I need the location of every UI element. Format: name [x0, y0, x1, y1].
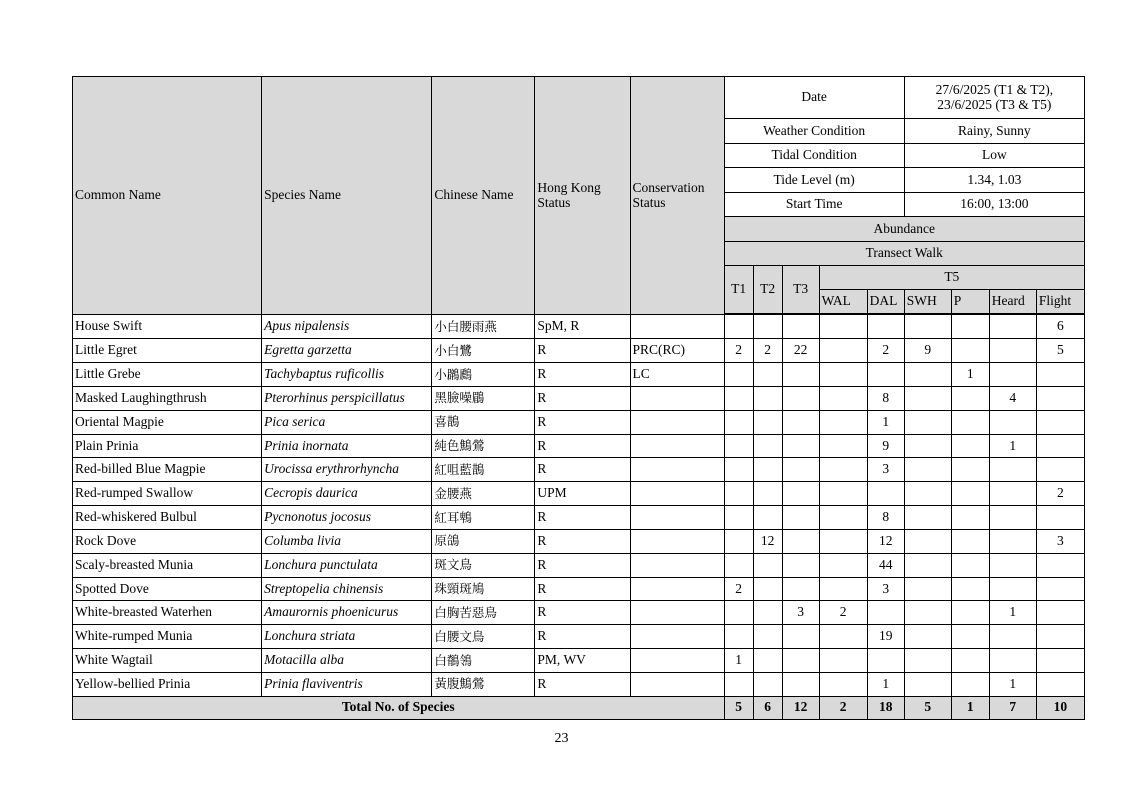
t1-cell: [724, 434, 753, 458]
t3-cell: [782, 363, 819, 387]
hk-status-cell: PM, WV: [535, 649, 630, 673]
t2-cell: 12: [753, 529, 782, 553]
wal-cell: [819, 649, 867, 673]
chinese-name-cell: 黑臉噪鶥: [432, 386, 535, 410]
header-conservation-status: Conservation Status: [630, 77, 724, 315]
chinese-name-cell: 白胸苦惡鳥: [432, 601, 535, 625]
conservation-status-cell: [630, 506, 724, 530]
species-rows: [73, 315, 1085, 696]
t3-cell: [782, 529, 819, 553]
t2-cell: [753, 625, 782, 649]
conservation-status-cell: [630, 315, 724, 339]
t3-cell: [782, 315, 819, 339]
total-t3: 12: [782, 696, 819, 719]
species-name-cell: Streptopelia chinensis: [262, 577, 432, 601]
t1-cell: [724, 506, 753, 530]
t1-cell: [724, 625, 753, 649]
hk-status-cell: R: [535, 506, 630, 530]
common-name-cell: Scaly-breasted Munia: [73, 553, 262, 577]
total-heard: 7: [989, 696, 1036, 719]
wal-cell: [819, 506, 867, 530]
table-row: [73, 315, 1085, 339]
header-t3: T3: [782, 265, 819, 313]
flight-cell: [1036, 363, 1084, 387]
common-name-cell: Little Egret: [73, 339, 262, 363]
common-name-cell: Plain Prinia: [73, 434, 262, 458]
hk-status-cell: R: [535, 601, 630, 625]
conservation-status-cell: [630, 649, 724, 673]
hk-status-cell: R: [535, 529, 630, 553]
weather-label: Weather Condition: [724, 119, 904, 143]
t3-cell: [782, 649, 819, 673]
dal-cell: 8: [867, 386, 904, 410]
table-row: [73, 649, 1085, 673]
t3-cell: [782, 672, 819, 696]
header-wal: WAL: [819, 290, 867, 314]
species-name-cell: Egretta garzetta: [262, 339, 432, 363]
conservation-status-cell: [630, 601, 724, 625]
page-number: 23: [554, 731, 569, 746]
table-row: [73, 506, 1085, 530]
heard-cell: 1: [989, 672, 1036, 696]
t2-cell: [753, 363, 782, 387]
wal-cell: [819, 315, 867, 339]
chinese-name-cell: 白鶺鴒: [432, 649, 535, 673]
hk-status-cell: R: [535, 577, 630, 601]
date-value-line1: 27/6/2025 (T1 & T2),: [935, 81, 1054, 97]
t3-cell: [782, 434, 819, 458]
swh-cell: [904, 649, 951, 673]
t2-cell: [753, 434, 782, 458]
t1-cell: 2: [724, 339, 753, 363]
tidal-label: Tidal Condition: [724, 143, 904, 167]
common-name-cell: White Wagtail: [73, 649, 262, 673]
t1-cell: [724, 482, 753, 506]
t2-cell: [753, 482, 782, 506]
p-cell: [951, 434, 989, 458]
swh-cell: [904, 386, 951, 410]
header-t5: T5: [819, 265, 1084, 289]
header-hk-status: Hong Kong Status: [535, 77, 630, 315]
date-label: Date: [724, 77, 904, 119]
heard-cell: 1: [989, 434, 1036, 458]
t2-cell: [753, 458, 782, 482]
swh-cell: [904, 553, 951, 577]
t1-cell: [724, 529, 753, 553]
header-t1: T1: [724, 265, 753, 313]
t2-cell: [753, 410, 782, 434]
flight-cell: [1036, 506, 1084, 530]
start-time-label: Start Time: [724, 193, 904, 217]
wal-cell: [819, 386, 867, 410]
flight-cell: [1036, 672, 1084, 696]
common-name-cell: Red-billed Blue Magpie: [73, 458, 262, 482]
t2-cell: [753, 672, 782, 696]
total-swh: 5: [904, 696, 951, 719]
conservation-status-cell: [630, 434, 724, 458]
dal-cell: 2: [867, 339, 904, 363]
hk-status-cell: SpM, R: [535, 315, 630, 339]
t3-cell: 22: [782, 339, 819, 363]
wal-cell: [819, 363, 867, 387]
hk-status-cell: R: [535, 458, 630, 482]
header-common-name: Common Name: [73, 77, 262, 315]
table-row: [73, 482, 1085, 506]
species-name-cell: Prinia inornata: [262, 434, 432, 458]
swh-cell: [904, 482, 951, 506]
wal-cell: [819, 458, 867, 482]
t1-cell: [724, 553, 753, 577]
total-dal: 18: [867, 696, 904, 719]
common-name-cell: House Swift: [73, 315, 262, 339]
flight-cell: [1036, 601, 1084, 625]
table-row: [73, 386, 1085, 410]
dal-cell: [867, 482, 904, 506]
wal-cell: [819, 553, 867, 577]
wal-cell: [819, 410, 867, 434]
t2-cell: [753, 577, 782, 601]
table-row: [73, 625, 1085, 649]
t3-cell: [782, 506, 819, 530]
p-cell: [951, 672, 989, 696]
flight-cell: 2: [1036, 482, 1084, 506]
swh-cell: [904, 529, 951, 553]
flight-cell: [1036, 458, 1084, 482]
dal-cell: 1: [867, 672, 904, 696]
common-name-cell: Masked Laughingthrush: [73, 386, 262, 410]
flight-cell: 3: [1036, 529, 1084, 553]
total-t1: 5: [724, 696, 753, 719]
conservation-status-cell: [630, 410, 724, 434]
tide-level-label: Tide Level (m): [724, 167, 904, 192]
common-name-cell: White-breasted Waterhen: [73, 601, 262, 625]
chinese-name-cell: 白腰文鳥: [432, 625, 535, 649]
table-row: [73, 434, 1085, 458]
p-cell: 1: [951, 363, 989, 387]
dal-cell: [867, 363, 904, 387]
hk-status-cell: R: [535, 410, 630, 434]
t1-cell: [724, 601, 753, 625]
conservation-status-cell: [630, 625, 724, 649]
p-cell: [951, 339, 989, 363]
table-row: [73, 577, 1085, 601]
p-cell: [951, 601, 989, 625]
p-cell: [951, 529, 989, 553]
swh-cell: [904, 410, 951, 434]
total-label: Total No. of Species: [73, 696, 725, 719]
chinese-name-cell: 原鴿: [432, 529, 535, 553]
flight-cell: [1036, 625, 1084, 649]
p-cell: [951, 386, 989, 410]
t2-cell: [753, 601, 782, 625]
t1-cell: [724, 363, 753, 387]
flight-cell: [1036, 386, 1084, 410]
species-name-cell: Motacilla alba: [262, 649, 432, 673]
hk-status-cell: R: [535, 625, 630, 649]
common-name-cell: Red-whiskered Bulbul: [73, 506, 262, 530]
common-name-cell: Spotted Dove: [73, 577, 262, 601]
heard-cell: 1: [989, 601, 1036, 625]
wal-cell: [819, 482, 867, 506]
p-cell: [951, 458, 989, 482]
common-name-cell: Little Grebe: [73, 363, 262, 387]
t1-cell: [724, 315, 753, 339]
conservation-status-cell: [630, 458, 724, 482]
table-row: [73, 363, 1085, 387]
chinese-name-cell: 紅耳鵯: [432, 506, 535, 530]
swh-cell: [904, 625, 951, 649]
tide-level-value: 1.34, 1.03: [904, 167, 1084, 192]
t2-cell: [753, 315, 782, 339]
t3-cell: [782, 386, 819, 410]
flight-cell: 6: [1036, 315, 1084, 339]
heard-cell: [989, 506, 1036, 530]
hk-status-cell: R: [535, 553, 630, 577]
swh-cell: 9: [904, 339, 951, 363]
heard-cell: [989, 529, 1036, 553]
t1-cell: 1: [724, 649, 753, 673]
common-name-cell: Red-rumped Swallow: [73, 482, 262, 506]
species-name-cell: Pterorhinus perspicillatus: [262, 386, 432, 410]
p-cell: [951, 506, 989, 530]
swh-cell: [904, 458, 951, 482]
heard-cell: [989, 553, 1036, 577]
start-time-value: 16:00, 13:00: [904, 193, 1084, 217]
heard-cell: 4: [989, 386, 1036, 410]
wal-cell: [819, 529, 867, 553]
wal-cell: [819, 339, 867, 363]
flight-cell: [1036, 649, 1084, 673]
t3-cell: [782, 410, 819, 434]
swh-cell: [904, 506, 951, 530]
header-flight: Flight: [1036, 290, 1084, 314]
heard-cell: [989, 625, 1036, 649]
hk-status-cell: R: [535, 434, 630, 458]
species-name-cell: Lonchura punctulata: [262, 553, 432, 577]
t1-cell: 2: [724, 577, 753, 601]
species-name-cell: Tachybaptus ruficollis: [262, 363, 432, 387]
conservation-status-cell: [630, 577, 724, 601]
table-row: [73, 601, 1085, 625]
species-name-cell: Lonchura striata: [262, 625, 432, 649]
species-name-cell: Amaurornis phoenicurus: [262, 601, 432, 625]
common-name-cell: Oriental Magpie: [73, 410, 262, 434]
header-species-name: Species Name: [262, 77, 432, 315]
header-t2: T2: [753, 265, 782, 313]
chinese-name-cell: 珠頸斑鳩: [432, 577, 535, 601]
t1-cell: [724, 386, 753, 410]
species-name-cell: Columba livia: [262, 529, 432, 553]
t2-cell: [753, 649, 782, 673]
t1-cell: [724, 672, 753, 696]
chinese-name-cell: 小白鷺: [432, 339, 535, 363]
chinese-name-cell: 金腰燕: [432, 482, 535, 506]
dal-cell: 44: [867, 553, 904, 577]
p-cell: [951, 649, 989, 673]
conservation-status-cell: [630, 529, 724, 553]
dal-cell: 3: [867, 458, 904, 482]
chinese-name-cell: 喜鵲: [432, 410, 535, 434]
t1-cell: [724, 410, 753, 434]
chinese-name-cell: 斑文鳥: [432, 553, 535, 577]
table-row: [73, 410, 1085, 434]
swh-cell: [904, 434, 951, 458]
dal-cell: 8: [867, 506, 904, 530]
heard-cell: [989, 339, 1036, 363]
t2-cell: 2: [753, 339, 782, 363]
t3-cell: [782, 625, 819, 649]
date-value: [904, 77, 1084, 119]
total-wal: 2: [819, 696, 867, 719]
flight-cell: [1036, 553, 1084, 577]
dal-cell: 1: [867, 410, 904, 434]
species-name-cell: Pica serica: [262, 410, 432, 434]
wal-cell: [819, 434, 867, 458]
swh-cell: [904, 315, 951, 339]
swh-cell: [904, 672, 951, 696]
t3-cell: [782, 553, 819, 577]
species-name-cell: Apus nipalensis: [262, 315, 432, 339]
flight-cell: [1036, 434, 1084, 458]
swh-cell: [904, 577, 951, 601]
t2-cell: [753, 506, 782, 530]
heard-cell: [989, 458, 1036, 482]
conservation-status-cell: [630, 672, 724, 696]
swh-cell: [904, 601, 951, 625]
t2-cell: [753, 386, 782, 410]
header-heard: Heard: [989, 290, 1036, 314]
heard-cell: [989, 482, 1036, 506]
t3-cell: [782, 577, 819, 601]
header-swh: SWH: [904, 290, 951, 314]
wal-cell: 2: [819, 601, 867, 625]
header-chinese-name: Chinese Name: [432, 77, 535, 315]
conservation-status-cell: [630, 386, 724, 410]
chinese-name-cell: 小白腰雨燕: [432, 315, 535, 339]
conservation-status-cell: LC: [630, 363, 724, 387]
swh-cell: [904, 363, 951, 387]
species-name-cell: Urocissa erythrorhyncha: [262, 458, 432, 482]
common-name-cell: Yellow-bellied Prinia: [73, 672, 262, 696]
dal-cell: 9: [867, 434, 904, 458]
weather-value: Rainy, Sunny: [904, 119, 1084, 143]
hk-status-cell: R: [535, 339, 630, 363]
wal-cell: [819, 672, 867, 696]
dal-cell: 3: [867, 577, 904, 601]
dal-cell: [867, 315, 904, 339]
hk-status-cell: UPM: [535, 482, 630, 506]
species-name-cell: Prinia flaviventris: [262, 672, 432, 696]
t2-cell: [753, 553, 782, 577]
dal-cell: 19: [867, 625, 904, 649]
p-cell: [951, 410, 989, 434]
tidal-value: Low: [904, 143, 1084, 167]
total-flight: 10: [1036, 696, 1084, 719]
p-cell: [951, 482, 989, 506]
header-p: P: [951, 290, 989, 314]
total-p: 1: [951, 696, 989, 719]
transect-walk-label: Transect Walk: [724, 241, 1084, 265]
conservation-status-cell: [630, 553, 724, 577]
t1-cell: [724, 458, 753, 482]
hk-status-cell: R: [535, 672, 630, 696]
chinese-name-cell: 紅咀藍鵲: [432, 458, 535, 482]
table-row: [73, 672, 1085, 696]
wal-cell: [819, 625, 867, 649]
table-row: [73, 339, 1085, 363]
p-cell: [951, 577, 989, 601]
species-name-cell: Cecropis daurica: [262, 482, 432, 506]
flight-cell: [1036, 410, 1084, 434]
dal-cell: [867, 649, 904, 673]
t3-cell: [782, 482, 819, 506]
heard-cell: [989, 315, 1036, 339]
hk-status-cell: R: [535, 363, 630, 387]
table-row: [73, 458, 1085, 482]
common-name-cell: White-rumped Munia: [73, 625, 262, 649]
t3-cell: 3: [782, 601, 819, 625]
heard-cell: [989, 577, 1036, 601]
table-row: [73, 553, 1085, 577]
chinese-name-cell: 黃腹鷦鶯: [432, 672, 535, 696]
common-name-cell: Rock Dove: [73, 529, 262, 553]
heard-cell: [989, 410, 1036, 434]
heard-cell: [989, 649, 1036, 673]
p-cell: [951, 553, 989, 577]
abundance-label: Abundance: [724, 217, 1084, 241]
table-row: [73, 529, 1085, 553]
header-dal: DAL: [867, 290, 904, 314]
hk-status-cell: R: [535, 386, 630, 410]
conservation-status-cell: [630, 482, 724, 506]
conservation-status-cell: PRC(RC): [630, 339, 724, 363]
flight-cell: 5: [1036, 339, 1084, 363]
chinese-name-cell: 純色鷦鶯: [432, 434, 535, 458]
dal-cell: 12: [867, 529, 904, 553]
date-value-line2: 23/6/2025 (T3 & T5): [937, 96, 1052, 112]
t3-cell: [782, 458, 819, 482]
total-row: [73, 696, 1085, 719]
dal-cell: [867, 601, 904, 625]
wal-cell: [819, 577, 867, 601]
species-table: [72, 76, 1085, 720]
flight-cell: [1036, 577, 1084, 601]
p-cell: [951, 625, 989, 649]
p-cell: [951, 315, 989, 339]
heard-cell: [989, 363, 1036, 387]
chinese-name-cell: 小鸊鷉: [432, 363, 535, 387]
total-t2: 6: [753, 696, 782, 719]
species-name-cell: Pycnonotus jocosus: [262, 506, 432, 530]
